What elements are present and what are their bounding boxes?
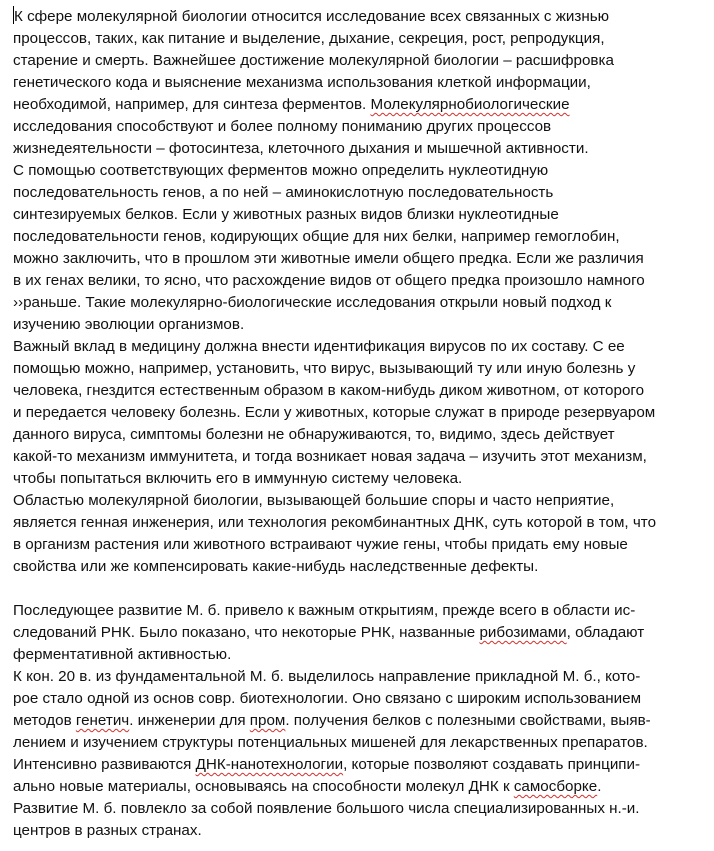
text-line (13, 820, 713, 842)
text-line (13, 600, 713, 622)
text-line (13, 138, 713, 160)
text-run: генетического кода и выяснение механизма использования клеткой информации, (13, 74, 591, 91)
misspelled-word[interactable]: самосборке (513, 778, 598, 795)
text-run: ально новые материалы, основываясь на способности молекул ДНК к (13, 778, 514, 795)
text-run: , которые позволяют создавать принципи- (343, 756, 641, 773)
text-line (13, 754, 713, 776)
text-line (13, 468, 713, 490)
text-line (13, 490, 713, 512)
text-run: свойства или же компенсировать какие-нибудь наследственные дефекты. (13, 558, 539, 575)
text-run: изучению эволюции организмов. (13, 316, 245, 333)
text-line (13, 446, 713, 468)
text-run: рое стало одной из основ совр. биотехнологии. Оно связано с широким использованием (13, 690, 642, 707)
text-run: методов (13, 712, 76, 729)
text-run: С помощью соответствующих ферментов можно определить нуклеотидную (13, 162, 549, 179)
paragraph (13, 490, 713, 578)
text-line (13, 116, 713, 138)
paragraph (13, 600, 713, 666)
text-run: помощью можно, например, установить, что вирус, вызывающий ту или иную болезнь у (13, 360, 636, 377)
text-line (13, 358, 713, 380)
text-run: последовательность генов, а по ней – аминокислотную последовательность (13, 184, 554, 201)
text-run: исследования способствуют и более полному пониманию других процессов (13, 118, 552, 135)
misspelled-word[interactable]: генетич (75, 712, 130, 729)
text-line (13, 160, 713, 182)
paragraph (13, 336, 713, 490)
text-line (13, 556, 713, 578)
text-run: в их генах велики, то ясно, что расхождение видов от общего предка произошло намного (13, 272, 645, 289)
text-line (13, 248, 713, 270)
misspelled-word[interactable]: рибозимами (479, 624, 567, 641)
text-line (13, 732, 713, 754)
text-line (13, 336, 713, 358)
text-line (13, 424, 713, 446)
text-run: какой-то механизм иммунитета, и тогда возникает новая задача – изучить этот механизм, (13, 448, 647, 465)
text-run: . (597, 778, 602, 795)
text-line (13, 512, 713, 534)
paragraph (13, 666, 713, 842)
text-line (13, 226, 713, 248)
text-run: Последующее развитие М. б. привело к важным открытиям, прежде всего в области ис- (13, 602, 636, 619)
text-line (13, 314, 713, 336)
empty-paragraph (13, 578, 713, 600)
text-run: . получения белков с полезными свойствами, выяв- (285, 712, 651, 729)
misspelled-word[interactable]: Молекулярнобиологические (370, 96, 570, 113)
text-run: старение и смерть. Важнейшее достижение молекулярной биологии – расшифровка (13, 52, 614, 69)
text-run: К кон. 20 в. из фундаментальной М. б. выделилось направление прикладной М. б., кото- (13, 668, 641, 685)
text-line (13, 666, 713, 688)
text-run: ››раньше. Такие молекулярно-биологические исследования открыли новый подход к (13, 294, 612, 311)
text-run: следований РНК. Было показано, что некоторые РНК, названные (13, 624, 480, 641)
text-line (13, 688, 713, 710)
text-run: К сфере молекулярной биологии относится исследование всех связанных с жизнью (14, 8, 610, 25)
text-line (13, 204, 713, 226)
text-line (13, 292, 713, 314)
text-run: человека, гнездится естественным образом в каком-нибудь диком животном, от которого (13, 382, 645, 399)
text-run: Интенсивно развиваются (13, 756, 196, 773)
text-line (13, 50, 713, 72)
text-line (13, 402, 713, 424)
text-run: Областью молекулярной биологии, вызывающей большие споры и часто неприятие, (13, 492, 615, 509)
text-line (13, 94, 713, 116)
text-run: в организм растения или животного встраивают чужие гены, чтобы придать ему новые (13, 536, 628, 553)
text-run: . инженерии для (129, 712, 250, 729)
text-line (13, 710, 713, 732)
text-line (13, 6, 713, 28)
misspelled-word[interactable]: пром (249, 712, 286, 729)
text-line (13, 622, 713, 644)
text-line (13, 182, 713, 204)
text-run: лением и изучением структуры потенциальных мишеней для лекарственных препаратов. (13, 734, 648, 751)
text-run: можно заключить, что в прошлом эти животные имели общего предка. Если же различия (13, 250, 644, 267)
text-run: центров в разных странах. (13, 822, 202, 839)
text-line (13, 534, 713, 556)
misspelled-word[interactable]: ДНК-нанотехнологии (195, 756, 344, 773)
paragraph (13, 160, 713, 336)
text-run: жизнедеятельности – фотосинтеза, клеточного дыхания и мышечной активности. (13, 140, 589, 157)
text-line (13, 72, 713, 94)
text-run: чтобы попытаться включить его в иммунную систему человека. (13, 470, 463, 487)
text-run: процессов, таких, как питание и выделение, дыхание, секреция, рост, репродукция, (13, 30, 605, 47)
text-line (13, 28, 713, 50)
text-run: данного вируса, симптомы болезни не обнаруживаются, то, видимо, здесь действует (13, 426, 615, 443)
text-run: необходимой, например, для синтеза ферментов. (13, 96, 371, 113)
text-run: последовательности генов, кодирующих общие для них белки, например гемоглобин, (13, 228, 620, 245)
text-run: синтезируемых белков. Если у животных разных видов близки нуклеотидные (13, 206, 559, 223)
text-run: и передается человеку болезнь. Если у животных, которые служат в природе резервуаром (13, 404, 656, 421)
text-line (13, 644, 713, 666)
text-line (13, 776, 713, 798)
text-run: , обладают (566, 624, 645, 641)
text-line (13, 270, 713, 292)
paragraph (13, 6, 713, 160)
text-line (13, 380, 713, 402)
text-run: является генная инженерия, или технология рекомбинантных ДНК, суть которой в том, что (13, 514, 657, 531)
text-run: Важный вклад в медицину должна внести идентификация вирусов по их составу. С ее (13, 338, 625, 355)
document-text-area[interactable] (13, 6, 713, 842)
text-line (13, 798, 713, 820)
text-run: ферментативной активностью. (13, 646, 232, 663)
text-run: Развитие М. б. повлекло за собой появление большого числа специализированных н.-и. (13, 800, 640, 817)
